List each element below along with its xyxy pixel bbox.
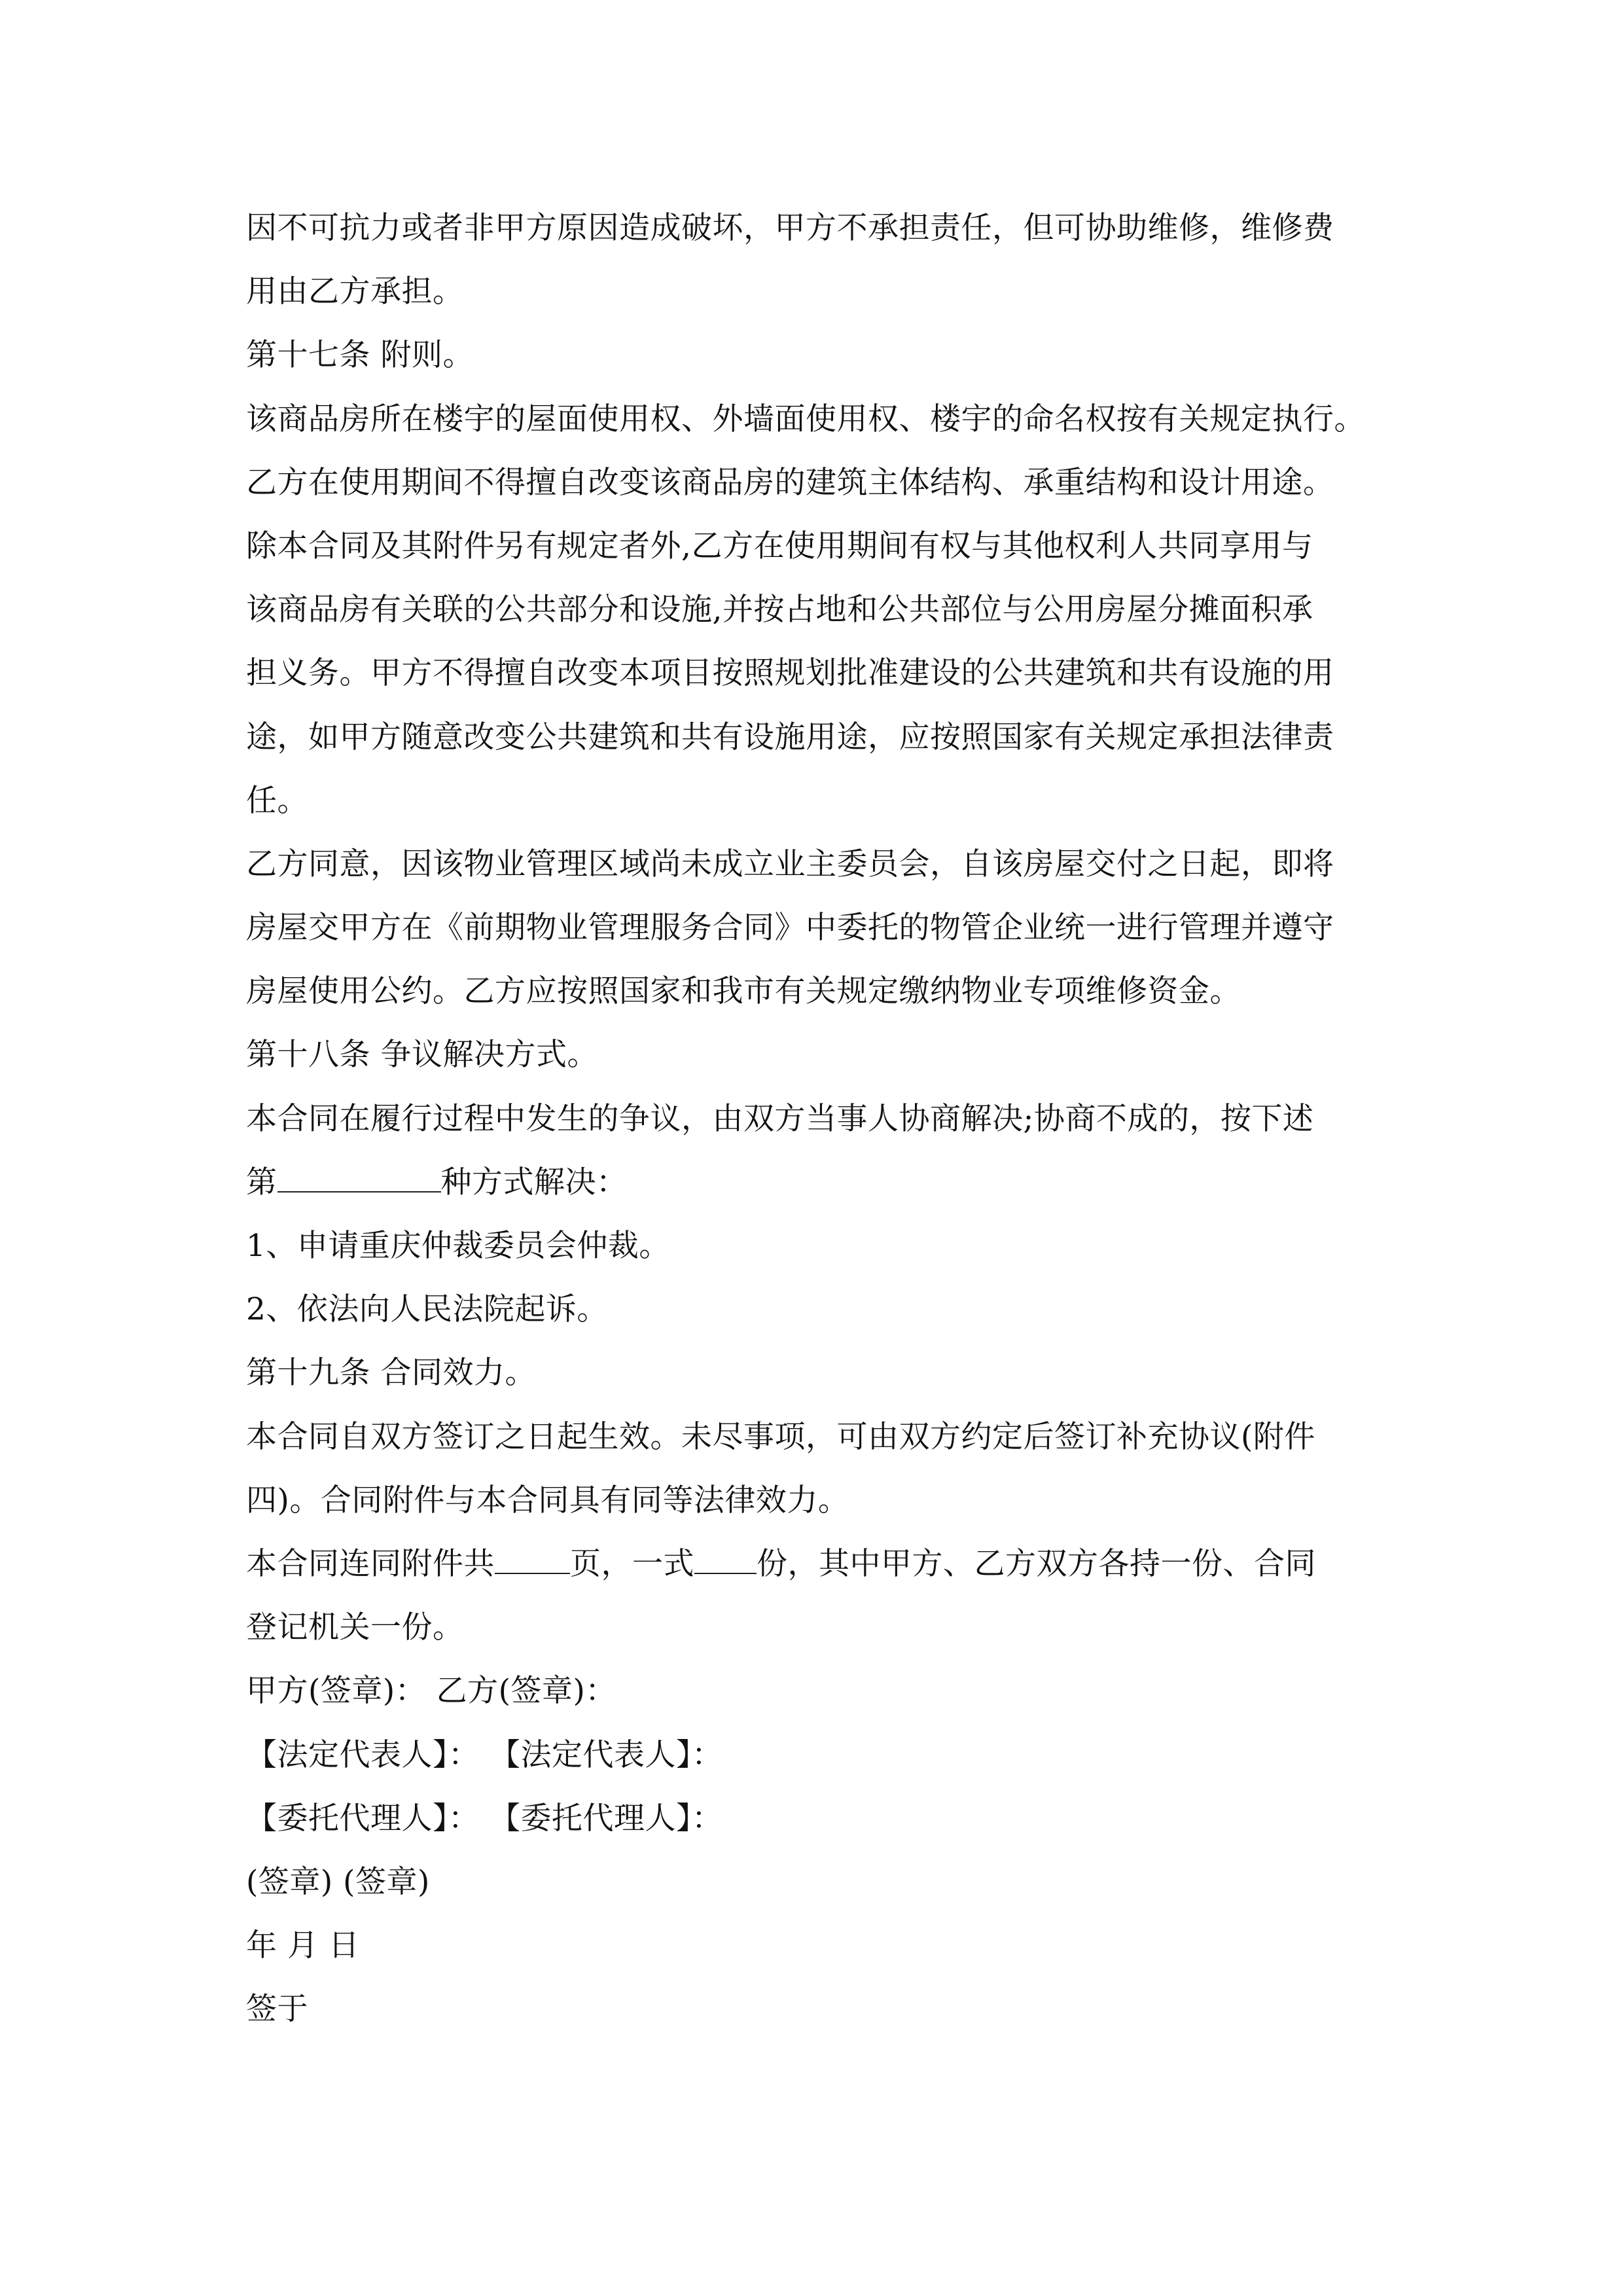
paragraph-line: 任。	[246, 782, 308, 819]
paragraph-line-with-blanks	[246, 1532, 1404, 1596]
fill-in-blank	[495, 1547, 570, 1574]
legal-representative-line: 【法定代表人】： 【法定代表人】：	[246, 1736, 723, 1773]
paragraph-line: 四)。合同附件与本合同具有同等法律效力。	[246, 1482, 849, 1518]
text-fragment: 第	[246, 1164, 277, 1200]
paragraph-line: 本合同自双方签订之日起生效。未尽事项，可由双方约定后签订补充协议(附件	[246, 1418, 1315, 1455]
paragraph-line: 本合同在履行过程中发生的争议，由双方当事人协商解决;协商不成的，按下述	[246, 1100, 1314, 1137]
text-fragment: 本合同连同附件共	[246, 1545, 495, 1582]
signed-at-line: 签于	[246, 1991, 308, 2028]
text-fragment: 份，其中甲方、乙方双方各持一份、合同	[757, 1545, 1316, 1582]
article-heading-18: 第十八条 争议解决方式。	[246, 1037, 598, 1073]
paragraph-line-with-blank	[246, 1151, 1404, 1214]
paragraph-line: 房屋使用公约。乙方应按照国家和我市有关规定缴纳物业专项维修资金。	[246, 973, 1241, 1010]
paragraph-line: 登记机关一份。	[246, 1609, 464, 1646]
authorized-agent-line: 【委托代理人】： 【委托代理人】：	[246, 1800, 723, 1837]
option-item-1: 1、申请重庆仲裁委员会仲裁。	[246, 1228, 670, 1264]
paragraph-line: 担义务。甲方不得擅自改变本项目按照规划批准建设的公共建筑和共有设施的用	[246, 655, 1334, 692]
paragraph-line: 用由乙方承担。	[246, 274, 464, 310]
paragraph-line: 因不可抗力或者非甲方原因造成破坏，甲方不承担责任，但可协助维修，维修费	[246, 210, 1334, 246]
paragraph-line: 乙方在使用期间不得擅自改变该商品房的建筑主体结构、承重结构和设计用途。	[246, 464, 1334, 501]
date-line: 年 月 日	[246, 1928, 360, 1964]
paragraph-line: 该商品房所在楼宇的屋面使用权、外墙面使用权、楼宇的命名权按有关规定执行。	[246, 401, 1365, 437]
paragraph-line: 除本合同及其附件另有规定者外,乙方在使用期间有权与其他权利人共同享用与	[246, 528, 1313, 564]
paragraph-line: 途，如甲方随意改变公共建筑和共有设施用途，应按照国家有关规定承担法律责	[246, 719, 1334, 755]
text-fragment: 页，一式	[570, 1545, 694, 1582]
article-heading-17: 第十七条 附则。	[246, 337, 474, 374]
article-heading-19: 第十九条 合同效力。	[246, 1355, 536, 1391]
option-item-2: 2、依法向人民法院起诉。	[246, 1291, 608, 1328]
text-fragment: 种方式解决：	[440, 1164, 628, 1200]
paragraph-line: 乙方同意，因该物业管理区域尚未成立业主委员会，自该房屋交付之日起，即将	[246, 846, 1334, 882]
paragraph-line: 房屋交甲方在《前期物业管理服务合同》中委托的物管企业统一进行管理并遵守	[246, 910, 1334, 946]
signature-parties: 甲方(签章)： 乙方(签章)：	[246, 1673, 616, 1710]
paragraph-line: 该商品房有关联的公共部分和设施,并按占地和公共部位与公用房屋分摊面积承	[246, 592, 1313, 628]
seal-line: (签章) (签章)	[246, 1863, 430, 1900]
fill-in-blank	[277, 1165, 441, 1193]
fill-in-blank	[694, 1547, 757, 1574]
contract-text	[246, 196, 1404, 2041]
